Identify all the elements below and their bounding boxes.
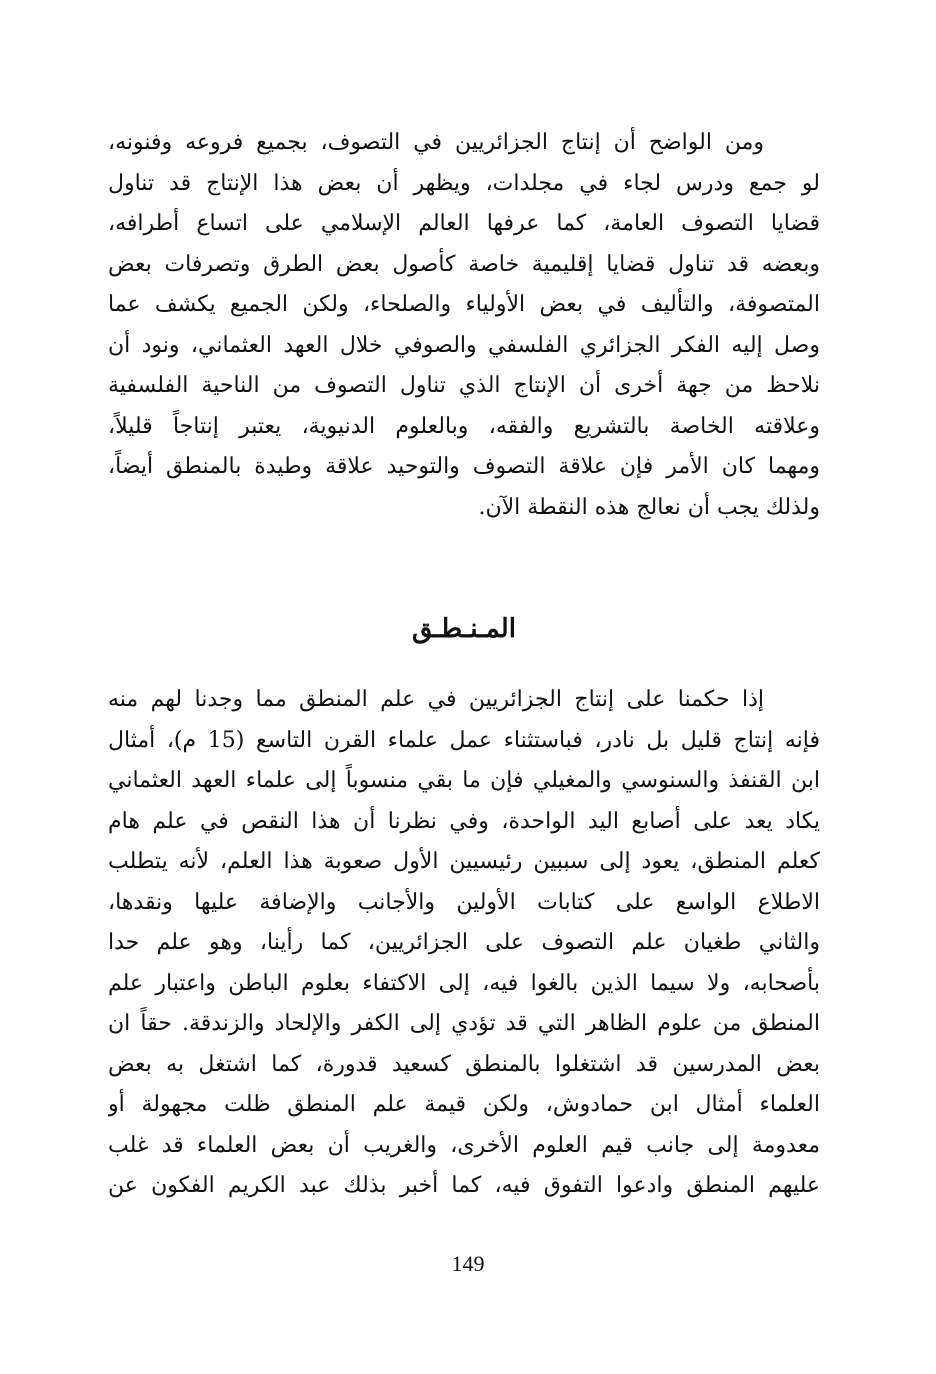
section-heading: المـنـطـق [412,614,516,644]
text-line: نلاحظ من جهة أخرى أن الإنتاج الذي تناول التصوف من الناحية الفلسفية [108,373,820,398]
text-line: معدومة إلى جانب قيم العلوم الأخرى، والغريب أن بعض العلماء قد غلب [108,1132,820,1158]
text-line: بأصحابه، ولا سيما الذين بالغوا فيه، إلى الاكتفاء بعلوم الباطن واعتبار علم [108,970,820,996]
text-line: إذا حكمنا على إنتاج الجزائريين في علم المنطق مما وجدنا لهم منه [108,687,764,712]
text-line: العلماء أمثال ابن حمادوش، ولكن قيمة علم المنطق ظلت مجهولة أو [108,1092,820,1117]
paragraph-sufism-production [108,123,820,528]
text-line: لو جمع ودرس لجاء في مجلدات، ويظهر أن بعض هذا الإنتاج قد تناول [108,170,820,196]
text-line: المتصوفة، والتأليف في بعض الأولياء والصلحاء، ولكن الجميع يكشف عما [108,292,820,317]
text-line: وبعضه قد تناول قضايا إقليمية خاصة كأصول بعض الطرق وتصرفات بعض [108,251,820,277]
text-line: كعلم المنطق، يعود إلى سببين رئيسيين الأول صعوبة هذا العلم، لأنه يتطلب [108,849,820,874]
text-line: ابن القنفذ والسنوسي والمغيلي فإن ما بقي منسوباً إلى علماء العهد العثماني [108,768,820,793]
text-line: يكاد يعد على أصابع اليد الواحدة، وفي نظرنا أن هذا النقص في علم هام [108,808,820,834]
text-line: ومهما كان الأمر فإن علاقة التصوف والتوحيد علاقة وطيدة بالمنطق أيضاً، [108,454,820,479]
page-number: 149 [451,1251,485,1276]
text-line: والثاني طغيان علم التصوف على الجزائريين، كما رأينا، وهو علم حدا [108,930,820,955]
paragraph-logic-production [108,680,820,1207]
text-line: وصل إليه الفكر الجزائري الفلسفي والصوفي خلال العهد العثماني، ونود أن [108,332,820,358]
text-line: بعض المدرسين قد اشتغلوا بالمنطق كسعيد قدورة، كما اشتغل به بعض [108,1051,820,1077]
text-line: ولذلك يجب أن نعالج هذه النقطة الآن. [478,494,820,520]
text-line: وعلاقته الخاصة بالتشريع والفقه، وبالعلوم الدنيوية، يعتبر إنتاجاً قليلاً، [108,413,820,439]
text-line: ومن الواضح أن إنتاج الجزائريين في التصوف، بجميع فروعه وفنونه، [108,130,764,155]
text-line: قضايا التصوف العامة، كما عرفها العالم الإسلامي على اتساع أطرافه، [108,211,820,236]
text-line: عليهم المنطق وادعوا التفوق فيه، كما أخبر بذلك عبد الكريم الفكون عن [108,1173,820,1198]
text-line: الاطلاع الواسع على كتابات الأولين والأجانب والإضافة عليها ونقدها، [108,889,820,915]
text-line: المنطق من علوم الظاهر التي قد تؤدي إلى الكفر والإلحاد والزندقة. حقاً ان [108,1011,820,1036]
text-line: فإنه إنتاج قليل بل نادر، فباستثناء عمل علماء القرن التاسع (15 م)، أمثال [108,727,820,753]
